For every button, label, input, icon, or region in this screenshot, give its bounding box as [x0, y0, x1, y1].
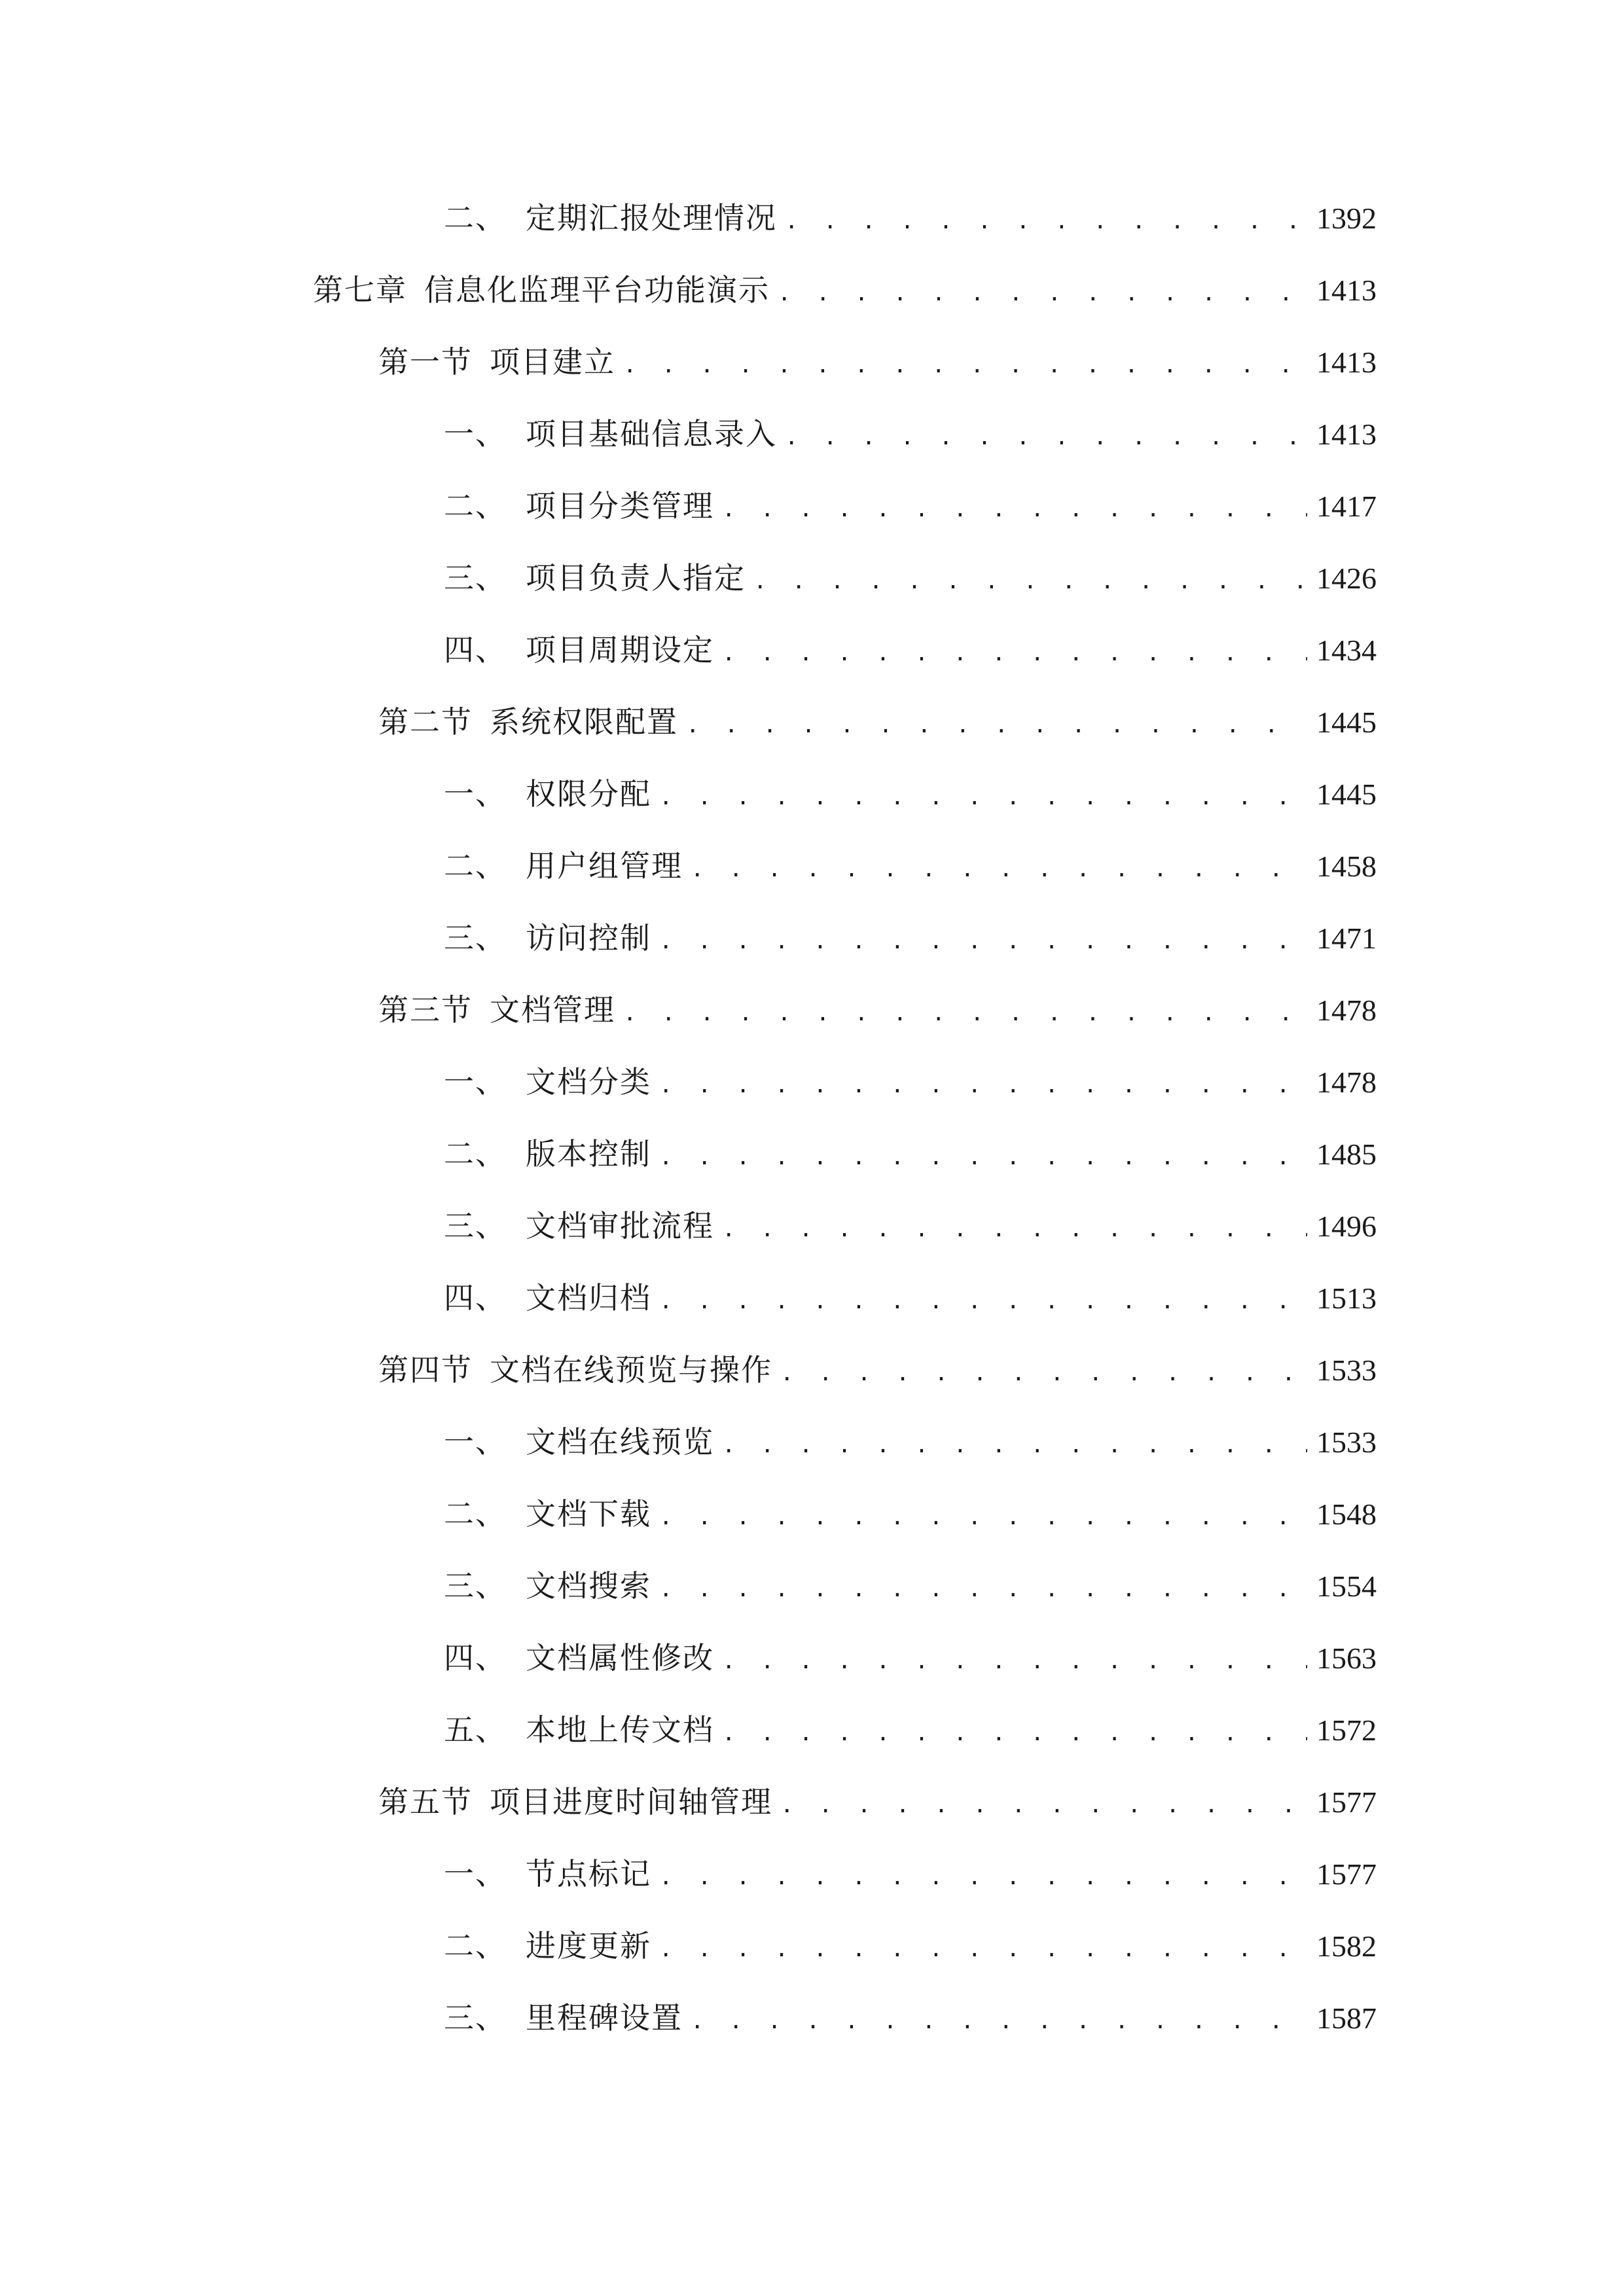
dot-leader	[753, 558, 1307, 604]
dot-leader	[722, 630, 1307, 676]
toc-entry-number: 一、	[444, 1424, 507, 1460]
toc-entry-number: 一、	[444, 1856, 507, 1892]
toc-entry[interactable]	[378, 1347, 1377, 1393]
toc-entry-page: 1572	[1316, 1713, 1377, 1747]
toc-entry-title: 文档在线预览	[526, 1424, 714, 1460]
toc-entry[interactable]	[444, 1275, 1377, 1321]
toc-entry-page: 1471	[1316, 922, 1377, 955]
dot-leader	[780, 1350, 1307, 1396]
toc-entry[interactable]	[378, 699, 1377, 745]
dot-leader	[780, 1782, 1307, 1828]
toc-entry-title: 文档归档	[526, 1280, 651, 1316]
toc-entry-page: 1496	[1316, 1210, 1377, 1243]
toc-entry-page: 1533	[1316, 1426, 1377, 1459]
toc-entry-number: 一、	[444, 1064, 507, 1100]
toc-entry-number: 四、	[444, 1280, 507, 1316]
dot-leader	[659, 1062, 1307, 1108]
toc-entry-page: 1413	[1316, 418, 1377, 451]
toc-entry-number: 三、	[444, 1208, 507, 1244]
toc-entry[interactable]	[444, 1419, 1377, 1465]
toc-entry[interactable]	[378, 987, 1377, 1033]
toc-entry-number: 四、	[444, 632, 507, 668]
toc-entry-number: 三、	[444, 2000, 507, 2036]
toc-entry-title: 文档管理	[490, 992, 615, 1028]
toc-entry-page: 1548	[1316, 1498, 1377, 1531]
toc-entry-page: 1513	[1316, 1282, 1377, 1315]
toc-entry[interactable]	[378, 1779, 1377, 1825]
toc-entry-number: 三、	[444, 1568, 507, 1604]
toc-entry-title: 节点标记	[526, 1856, 651, 1892]
toc-entry-number: 第四节	[378, 1352, 473, 1388]
toc-entry-page: 1478	[1316, 994, 1377, 1027]
toc-entry-number: 第三节	[378, 992, 473, 1028]
toc-entry-title: 项目周期设定	[526, 632, 714, 668]
dot-leader	[785, 198, 1307, 244]
toc-entry-title: 项目基础信息录入	[526, 416, 777, 452]
toc-entry[interactable]	[444, 1707, 1377, 1753]
toc-entry-title: 项目分类管理	[526, 488, 714, 524]
toc-entry-page: 1577	[1316, 1785, 1377, 1819]
toc-entry-title: 文档分类	[526, 1064, 651, 1100]
toc-entry-page: 1577	[1316, 1857, 1377, 1891]
toc-entry[interactable]	[444, 411, 1377, 457]
toc-entry-page: 1445	[1316, 706, 1377, 739]
toc-entry[interactable]	[444, 1851, 1377, 1897]
dot-leader	[659, 1854, 1307, 1900]
toc-entry[interactable]	[444, 1563, 1377, 1609]
dot-leader	[659, 1134, 1307, 1180]
toc-entry-title: 版本控制	[526, 1136, 651, 1172]
dot-leader	[659, 1278, 1307, 1324]
dot-leader	[686, 702, 1307, 748]
toc-entry-page: 1563	[1316, 1641, 1377, 1675]
toc-entry-page: 1587	[1316, 2001, 1377, 2035]
toc-entry-page: 1413	[1316, 274, 1377, 307]
toc-entry-title: 权限分配	[526, 776, 651, 812]
toc-entry-number: 第七章	[313, 272, 407, 308]
toc-entry-number: 一、	[444, 776, 507, 812]
toc-entry-page: 1582	[1316, 1929, 1377, 1963]
toc-entry[interactable]	[444, 1203, 1377, 1249]
toc-entry[interactable]	[444, 1131, 1377, 1177]
dot-leader	[691, 846, 1307, 892]
toc-entry-page: 1445	[1316, 778, 1377, 811]
toc-entry-title: 文档在线预览与操作	[490, 1352, 772, 1388]
dot-leader	[659, 918, 1307, 964]
toc-entry-page: 1392	[1316, 202, 1377, 235]
toc-entry-title: 文档属性修改	[526, 1640, 714, 1676]
toc-entry-title: 项目建立	[490, 344, 615, 380]
dot-leader	[623, 342, 1307, 388]
toc-entry-number: 第一节	[378, 344, 473, 380]
dot-leader	[778, 270, 1307, 316]
toc-entry-page: 1478	[1316, 1066, 1377, 1099]
dot-leader	[623, 990, 1307, 1036]
toc-entry[interactable]	[444, 915, 1377, 961]
toc-entry[interactable]	[444, 483, 1377, 529]
toc-entry-number: 二、	[444, 488, 507, 524]
toc-entry[interactable]	[444, 1635, 1377, 1681]
dot-leader	[659, 1494, 1307, 1540]
dot-leader	[722, 1422, 1307, 1468]
toc-entry-title: 访问控制	[526, 920, 651, 956]
dot-leader	[722, 486, 1307, 532]
toc-entry-title: 系统权限配置	[490, 704, 678, 740]
toc-entry[interactable]	[444, 627, 1377, 673]
toc-entry-title: 文档下载	[526, 1496, 651, 1532]
toc-entry-title: 项目负责人指定	[526, 560, 746, 596]
toc-entry-number: 二、	[444, 1136, 507, 1172]
toc-entry-number: 五、	[444, 1712, 507, 1748]
toc-entry[interactable]	[444, 1923, 1377, 1969]
toc-entry-title: 用户组管理	[526, 848, 683, 884]
dot-leader	[659, 774, 1307, 820]
toc-entry-number: 第五节	[378, 1784, 473, 1820]
toc-entry-title: 本地上传文档	[526, 1712, 714, 1748]
toc-entry-number: 三、	[444, 920, 507, 956]
toc-entry-page: 1485	[1316, 1138, 1377, 1171]
toc-entry[interactable]	[313, 267, 1377, 313]
toc-entry-number: 一、	[444, 416, 507, 452]
toc-entry-number: 三、	[444, 560, 507, 596]
toc-entry-title: 项目进度时间轴管理	[490, 1784, 772, 1820]
toc-entry-title: 进度更新	[526, 1928, 651, 1964]
toc-entry[interactable]	[444, 1995, 1377, 2041]
toc-entry-page: 1458	[1316, 850, 1377, 883]
dot-leader	[722, 1638, 1307, 1684]
toc-entry-number: 二、	[444, 1496, 507, 1532]
toc-entry[interactable]	[444, 843, 1377, 889]
toc-entry[interactable]	[444, 555, 1377, 601]
dot-leader	[659, 1926, 1307, 1972]
toc-entry-number: 第二节	[378, 704, 473, 740]
toc-entry-page: 1554	[1316, 1570, 1377, 1603]
toc-entry-title: 里程碑设置	[526, 2000, 683, 2036]
toc-entry-page: 1413	[1316, 346, 1377, 379]
toc-entry[interactable]	[378, 339, 1377, 385]
toc-entry-title: 定期汇报处理情况	[526, 200, 777, 236]
dot-leader	[722, 1206, 1307, 1252]
toc-entry[interactable]	[444, 195, 1377, 241]
toc-entry-number: 二、	[444, 848, 507, 884]
toc-entry-number: 四、	[444, 1640, 507, 1676]
toc-entry[interactable]	[444, 1491, 1377, 1537]
dot-leader	[659, 1566, 1307, 1612]
toc-entry-title: 文档搜索	[526, 1568, 651, 1604]
toc-entry-title: 文档审批流程	[526, 1208, 714, 1244]
dot-leader	[691, 1998, 1307, 2044]
toc-entry-number: 二、	[444, 200, 507, 236]
toc-entry[interactable]	[444, 1059, 1377, 1105]
dot-leader	[722, 1710, 1307, 1756]
toc-entry-page: 1533	[1316, 1354, 1377, 1387]
toc-entry-title: 信息化监理平台功能演示	[424, 272, 770, 308]
toc-entry[interactable]	[444, 771, 1377, 817]
toc-entry-page: 1434	[1316, 634, 1377, 667]
dot-leader	[785, 414, 1307, 460]
toc-entry-page: 1417	[1316, 490, 1377, 523]
toc-entry-page: 1426	[1316, 562, 1377, 595]
toc-entry-number: 二、	[444, 1928, 507, 1964]
